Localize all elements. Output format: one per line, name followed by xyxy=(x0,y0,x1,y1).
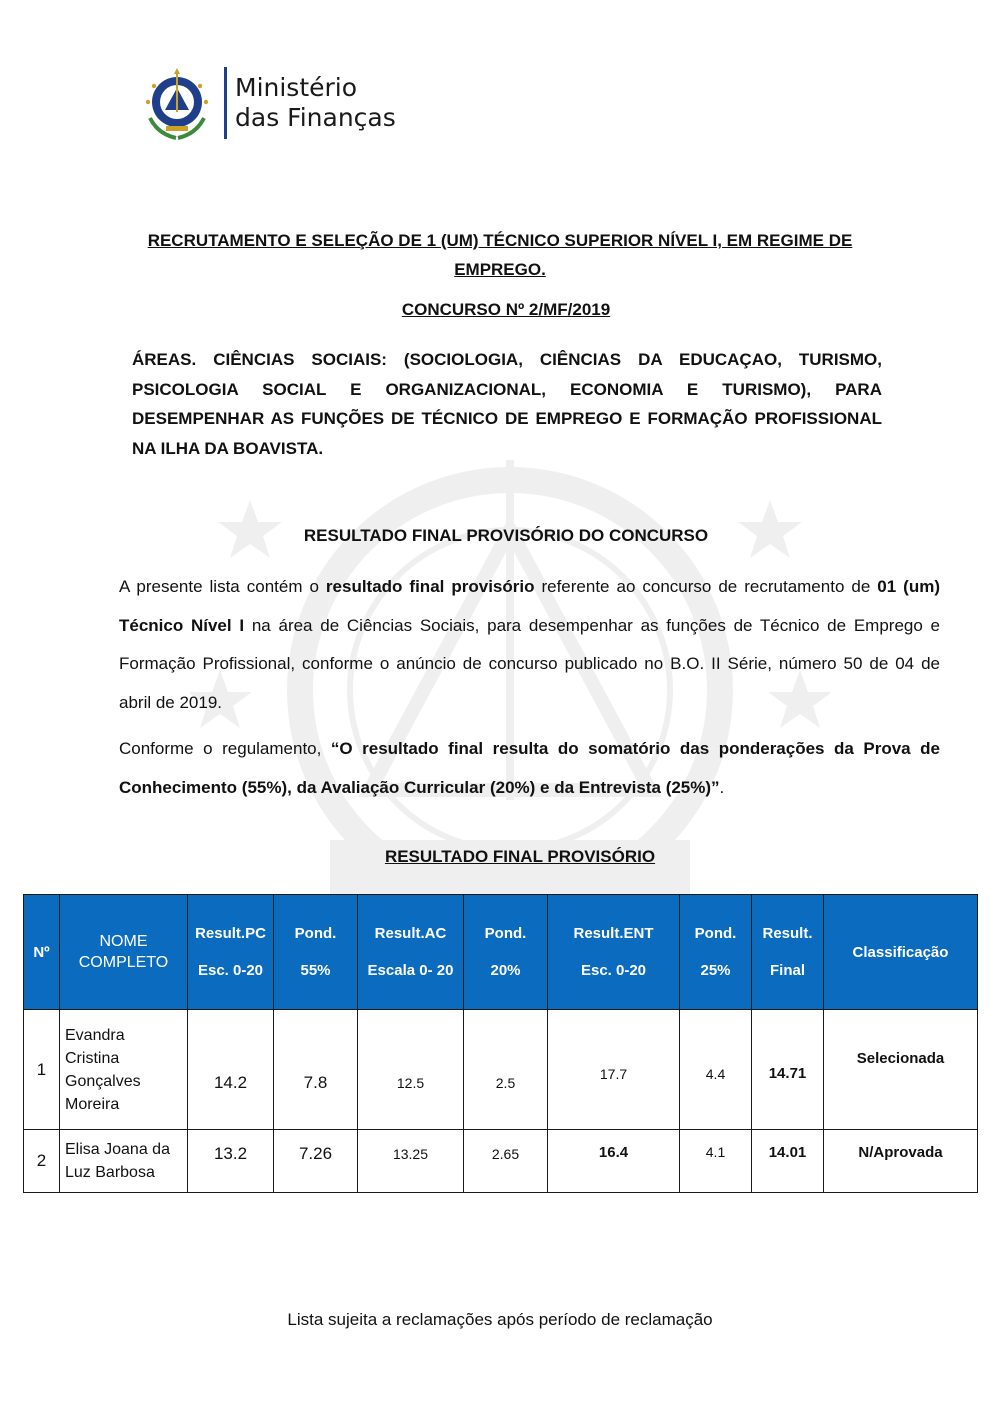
ministry-name-line1: Ministério xyxy=(235,73,358,102)
header-result-ac-sub: Escala 0- 20 xyxy=(367,962,454,979)
cell-result-pc: 14.2 xyxy=(188,1010,274,1130)
cell-nome: Elisa Joana da Luz Barbosa xyxy=(60,1130,188,1193)
intro-text-3: na área de Ciências Sociais, para desempenhar as funções de Técnico de Emprego e Formação Profissional, conforme o anúncio de concurso publicado no B.O. II Série, número 50 de 04 de abril de 2019. xyxy=(119,615,941,712)
regulation-text-2: . xyxy=(719,777,725,797)
header-pond-ent-label: Pond. xyxy=(694,925,737,942)
cell-n: 2 xyxy=(24,1130,60,1193)
intro-text-2: referente ao concurso de recrutamento de xyxy=(534,577,878,596)
header-result-pc-label: Result.PC xyxy=(195,925,266,942)
cell-nome: Evandra Cristina Gonçalves Moreira xyxy=(60,1010,188,1130)
cell-pond-pc: 7.8 xyxy=(274,1010,358,1130)
header-result-pc xyxy=(188,895,274,1010)
logo-divider xyxy=(224,67,227,139)
header-pond-pc-sub: 55% xyxy=(300,962,331,979)
footer-note: Lista sujeita a reclamações após período de reclamação xyxy=(287,1310,713,1329)
cell-pond-pc: 7.26 xyxy=(274,1130,358,1193)
header-n: Nº xyxy=(24,895,60,1010)
header-pond-pc-label: Pond. xyxy=(294,925,337,942)
header-result-ent xyxy=(548,895,680,1010)
cell-final: 14.01 xyxy=(752,1130,824,1193)
intro-text-1: A presente lista contém o xyxy=(119,577,326,596)
coat-of-arms-icon xyxy=(136,62,218,144)
header-nome: NOME COMPLETO xyxy=(60,895,188,1010)
header-result-final-label: Result. xyxy=(762,925,813,942)
header-result-pc-sub: Esc. 0-20 xyxy=(197,962,264,979)
cell-pond-ac: 2.65 xyxy=(464,1130,548,1193)
areas-description: ÁREAS. CIÊNCIAS SOCIAIS: (SOCIOLOGIA, CIÊNCIAS DA EDUCAÇAO, TURISMO, PSICOLOGIA SOCIAL E ORGANIZACIONAL, ECONOMIA E TURISMO), PARA DESEMPENHAR AS FUNÇÕES DE TÉCNICO DE EMPREGO E FORMAÇÃO PROFISSIONAL NA ILHA DA BOAVISTA. xyxy=(132,350,882,458)
cell-n: 1 xyxy=(24,1010,60,1130)
header-pond-ent-sub: 25% xyxy=(700,962,731,979)
cell-result-ac: 12.5 xyxy=(358,1010,464,1130)
table-row xyxy=(24,1010,978,1130)
header-pond-ac xyxy=(464,895,548,1010)
intro-paragraph xyxy=(119,568,940,722)
header-result-ac xyxy=(358,895,464,1010)
header-result-ent-label: Result.ENT xyxy=(573,925,654,942)
concurso-number: CONCURSO Nº 2/MF/2019 xyxy=(401,300,611,319)
table-row xyxy=(24,1130,978,1193)
ministry-logo xyxy=(136,62,396,144)
header-pond-ent xyxy=(680,895,752,1010)
cell-result-ac: 13.25 xyxy=(358,1130,464,1193)
cell-pond-ent: 4.4 xyxy=(680,1010,752,1130)
header-pond-ac-label: Pond. xyxy=(484,925,527,942)
cell-pond-ent: 4.1 xyxy=(680,1130,752,1193)
header-result-ac-label: Result.AC xyxy=(374,925,447,942)
cell-result-ent: 16.4 xyxy=(548,1130,680,1193)
cell-result-ent: 17.7 xyxy=(548,1010,680,1130)
header-pond-pc xyxy=(274,895,358,1010)
table-title: RESULTADO FINAL PROVISÓRIO xyxy=(384,847,656,866)
intro-bold-1: resultado final provisório xyxy=(325,577,535,596)
document-title: RECRUTAMENTO E SELEÇÃO DE 1 (UM) TÉCNICO SUPERIOR NÍVEL I, EM REGIME DE EMPREGO. xyxy=(147,231,853,279)
cell-pond-ac: 2.5 xyxy=(464,1010,548,1130)
table-header-row xyxy=(24,895,978,1010)
cell-classificacao: Selecionada xyxy=(824,1010,978,1130)
cell-result-pc: 13.2 xyxy=(188,1130,274,1193)
results-table xyxy=(23,894,978,1193)
header-result-final xyxy=(752,895,824,1010)
cell-final: 14.71 xyxy=(752,1010,824,1130)
cell-classificacao: N/Aprovada xyxy=(824,1130,978,1193)
section-title: RESULTADO FINAL PROVISÓRIO DO CONCURSO xyxy=(303,526,709,545)
regulation-quote: “O resultado final resulta do somatório das ponderações da Prova de Conhecimento (55%), da Avaliação Curricular (20%) e da Entrevista (25%)” xyxy=(119,739,940,797)
regulation-paragraph xyxy=(119,730,940,807)
ministry-name-line2: das Finanças xyxy=(235,103,396,132)
regulation-text-1: Conforme o regulamento, xyxy=(119,739,331,758)
header-pond-ac-sub: 20% xyxy=(490,962,521,979)
intro-bold-2: 01 (um) Técnico Nível I xyxy=(119,577,940,635)
header-classificacao: Classificação xyxy=(824,895,978,1010)
header-result-ent-sub: Esc. 0-20 xyxy=(580,962,647,979)
header-result-final-sub: Final xyxy=(769,962,805,979)
ministry-name xyxy=(235,73,396,133)
